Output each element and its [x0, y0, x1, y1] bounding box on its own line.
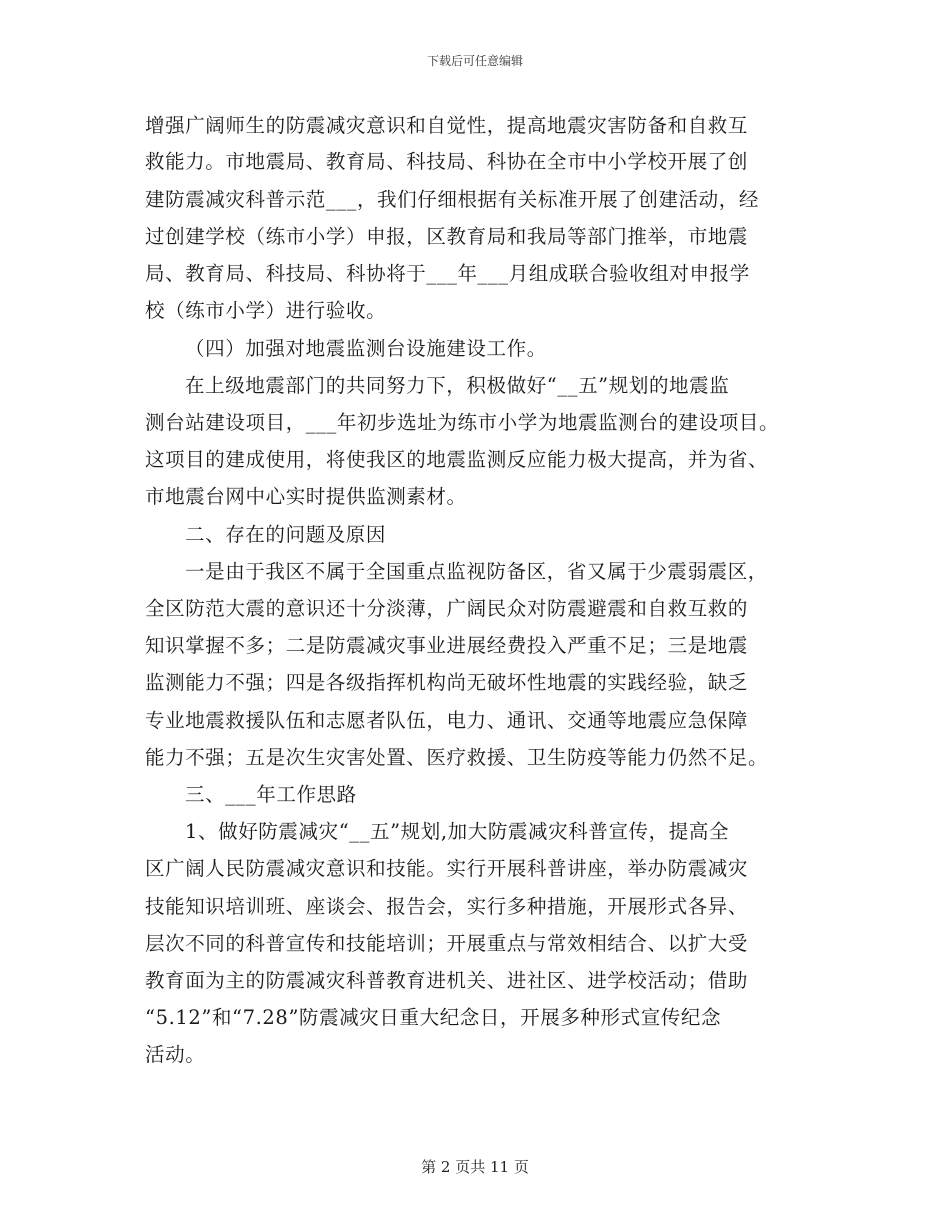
body-line: 活动。	[145, 1043, 206, 1066]
section-heading: 二、存在的问题及原因	[185, 523, 387, 546]
body-line: 知识掌握不多；二是防震减灾事业进展经费投入严重不足；三是地震	[145, 634, 749, 657]
body-line: 测台站建设项目，___年初步选址为练市小学为地震监测台的建设项目。	[145, 411, 780, 434]
body-line: 校（练市小学）进行验收。	[145, 299, 387, 322]
page-footer: 第 2 页共 11 页	[421, 1158, 529, 1176]
body-line: 监测能力不强；四是各级指挥机构尚无破坏性地震的实践经验，缺乏	[145, 671, 749, 694]
body-line: 专业地震救援队伍和志愿者队伍，电力、通讯、交通等地震应急保障	[145, 709, 749, 732]
body-line: 区广阔人民防震减灾意识和技能。实行开展科普讲座，举办防震减灾	[145, 857, 749, 880]
body-line: 一是由于我区不属于全国重点监视防备区，省又属于少震弱震区，	[185, 560, 768, 583]
body-line: 建防震减灾科普示范___，我们仔细根据有关标准开展了创建活动，经	[145, 188, 759, 211]
body-line: 教育面为主的防震减灾科普教育进机关、进社区、进学校活动；借助	[145, 969, 749, 992]
body-line: 层次不同的科普宣传和技能培训；开展重点与常效相结合、以扩大受	[145, 932, 749, 955]
body-line: “5.12”和“7.28”防震减灾日重大纪念日，开展多种形式宣传纪念	[145, 1006, 722, 1029]
body-line: 增强广阔师生的防震减灾意识和自觉性，提高地震灾害防备和自救互	[145, 114, 749, 137]
body-line: 能力不强；五是次生灾害处置、医疗救援、卫生防疫等能力仍然不足。	[145, 746, 769, 769]
page-header: 下载后可任意编辑	[426, 54, 523, 68]
body-line: 1、做好防震减灾“__五”规划,加大防震减灾科普宣传，提高全	[185, 820, 730, 843]
body-line: 过创建学校（练市小学）申报，区教育局和我局等部门推举，市地震	[145, 225, 749, 248]
body-line: 在上级地震部门的共同努力下，积极做好“__五”规划的地震监	[185, 374, 730, 397]
section-heading: （四）加强对地震监测台设施建设工作。	[185, 337, 547, 360]
body-line: 救能力。市地震局、教育局、科技局、科协在全市中小学校开展了创	[145, 150, 749, 173]
section-heading: 三、___年工作思路	[185, 783, 357, 806]
body-line: 市地震台网中心实时提供监测素材。	[145, 485, 467, 508]
body-line: 技能知识培训班、座谈会、报告会，实行多种措施，开展形式各异、	[145, 895, 749, 918]
body-line: 局、教育局、科技局、科协将于___年___月组成联合验收组对申报学	[145, 262, 750, 285]
body-line: 全区防范大震的意识还十分淡薄，广阔民众对防震避震和自救互救的	[145, 597, 749, 620]
body-line: 这项目的建成使用，将使我区的地震监测反应能力极大提高，并为省、	[145, 448, 769, 471]
